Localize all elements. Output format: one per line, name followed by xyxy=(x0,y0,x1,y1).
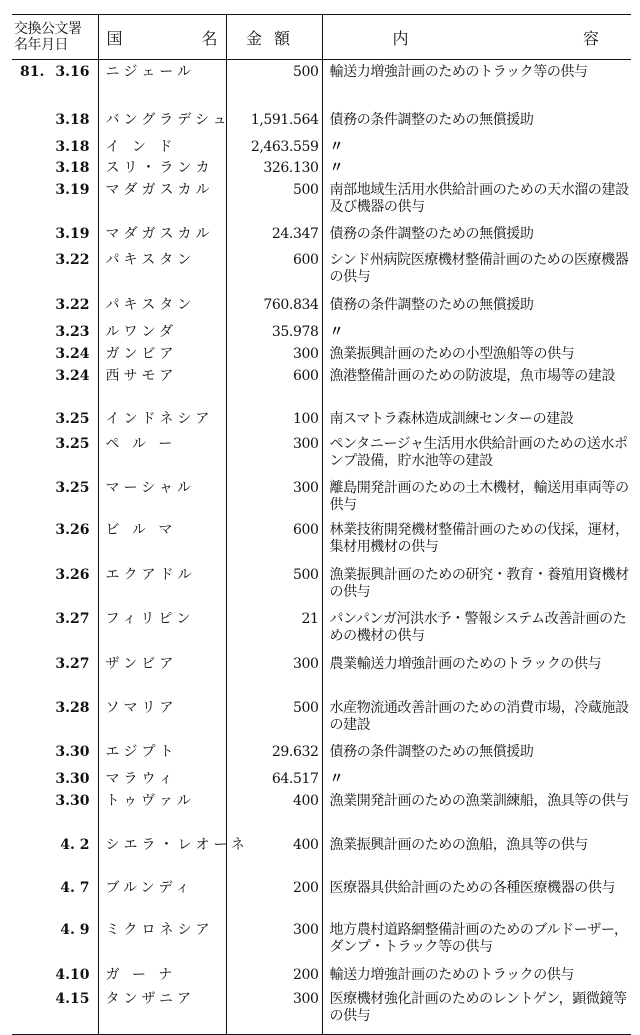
amount-cell: 300 xyxy=(226,480,322,522)
date-value: 3.16 xyxy=(55,64,90,80)
table-row xyxy=(12,324,631,346)
amount-cell: 2,463.559 xyxy=(226,139,322,160)
amount-cell: 300 xyxy=(226,656,322,700)
date-value: 3.27 xyxy=(55,655,90,672)
date-value: 3.24 xyxy=(55,367,90,384)
table-row xyxy=(12,771,631,793)
date-value: 4.15 xyxy=(55,990,90,1007)
date-value: 3.25 xyxy=(55,410,90,427)
date-cell xyxy=(12,744,98,771)
date-value: 4.10 xyxy=(55,966,90,983)
country-cell: パキスタン xyxy=(98,297,226,324)
content-cell: 医療器具供給計画のための各種医療機器の供与 xyxy=(322,880,631,922)
content-cell: 債務の条件調整のための無償援助 xyxy=(322,226,631,252)
amount-cell: 300 xyxy=(226,436,322,480)
header-date-line2: 名年月日 xyxy=(14,37,68,53)
amount-cell: 29.632 xyxy=(226,744,322,771)
table-row xyxy=(12,837,631,880)
date-value: 4. 9 xyxy=(60,921,90,938)
content-cell: 水産物流通改善計画のための消費市場，冷蔵施設の建設 xyxy=(322,700,631,744)
country-cell: タンザニア xyxy=(98,991,226,1035)
header-amount: 金額 xyxy=(226,15,322,60)
header-date xyxy=(12,15,98,60)
content-cell: 〃 xyxy=(322,160,631,182)
amount-cell: 760.834 xyxy=(226,297,322,324)
date-value: 3.30 xyxy=(55,770,90,787)
date-value: 3.30 xyxy=(55,743,90,760)
country-cell: ミクロネシア xyxy=(98,922,226,967)
table-body xyxy=(12,60,631,1035)
content-cell: 輸送力増強計画のためのトラックの供与 xyxy=(322,967,631,991)
header-content-char1: 内 xyxy=(392,28,409,48)
country-cell: フィリピン xyxy=(98,611,226,656)
table-row xyxy=(12,368,631,411)
year-label: 81. xyxy=(20,64,45,80)
table-row xyxy=(12,112,631,139)
content-cell: 地方農村道路網整備計画のためのブルドーザー，ダンプ・トラック等の供与 xyxy=(322,922,631,967)
date-cell xyxy=(12,160,98,182)
header-content xyxy=(322,15,631,60)
amount-cell: 100 xyxy=(226,411,322,436)
country-cell: インドネシア xyxy=(98,411,226,436)
date-value: 3.28 xyxy=(55,699,90,716)
content-cell: 債務の条件調整のための無償援助 xyxy=(322,744,631,771)
content-cell: 〃 xyxy=(322,324,631,346)
date-value: 3.18 xyxy=(55,111,90,128)
date-value: 3.22 xyxy=(55,251,90,268)
content-cell: 債務の条件調整のための無償援助 xyxy=(322,297,631,324)
content-cell: 漁業振興計画のための研究・教育・養殖用資機材の供与 xyxy=(322,567,631,611)
amount-cell: 200 xyxy=(226,967,322,991)
amount-cell: 600 xyxy=(226,368,322,411)
date-value: 3.25 xyxy=(55,479,90,496)
amount-cell: 64.517 xyxy=(226,771,322,793)
country-cell: マダガスカル xyxy=(98,226,226,252)
table-row xyxy=(12,522,631,567)
date-value: 3.27 xyxy=(55,610,90,627)
date-cell xyxy=(12,411,98,436)
content-cell: 農業輸送力増強計画のためのトラックの供与 xyxy=(322,656,631,700)
amount-cell: 400 xyxy=(226,837,322,880)
content-cell: 南スマトラ森林造成訓練センターの建設 xyxy=(322,411,631,436)
table-row xyxy=(12,182,631,226)
content-cell: ペンタニージャ生活用水供給計画のための送水ポンプ設備，貯水池等の建設 xyxy=(322,436,631,480)
table-row xyxy=(12,226,631,252)
country-cell: トゥヴァル xyxy=(98,793,226,837)
content-cell: 漁業振興計画のための漁船，漁具等の供与 xyxy=(322,837,631,880)
date-cell xyxy=(12,522,98,567)
content-cell: 離島開発計画のための土木機材，輸送用車両等の供与 xyxy=(322,480,631,522)
date-cell xyxy=(12,436,98,480)
table-row xyxy=(12,436,631,480)
date-value: 3.26 xyxy=(55,521,90,538)
date-cell xyxy=(12,880,98,922)
country-cell: エクアドル xyxy=(98,567,226,611)
date-cell xyxy=(12,112,98,139)
date-cell xyxy=(12,991,98,1035)
date-cell xyxy=(12,297,98,324)
date-cell xyxy=(12,60,98,112)
date-cell xyxy=(12,324,98,346)
table-row xyxy=(12,346,631,368)
content-cell: 林業技術開発機材整備計画のための伐採，運材，集材用機材の供与 xyxy=(322,522,631,567)
table-row xyxy=(12,922,631,967)
table-row xyxy=(12,991,631,1035)
country-cell: バングラデシュ xyxy=(98,112,226,139)
table-row xyxy=(12,60,631,112)
country-cell: ニジェール xyxy=(98,60,226,112)
date-value: 3.24 xyxy=(55,345,90,362)
country-cell: イ ン ド xyxy=(98,139,226,160)
date-cell xyxy=(12,368,98,411)
amount-cell: 600 xyxy=(226,522,322,567)
table-row xyxy=(12,656,631,700)
country-cell: エジプト xyxy=(98,744,226,771)
date-cell xyxy=(12,771,98,793)
date-cell xyxy=(12,182,98,226)
amount-cell: 500 xyxy=(226,567,322,611)
country-cell: パキスタン xyxy=(98,252,226,297)
amount-cell: 1,591.564 xyxy=(226,112,322,139)
country-cell: ガンビア xyxy=(98,346,226,368)
amount-cell: 600 xyxy=(226,252,322,297)
content-cell: 〃 xyxy=(322,139,631,160)
header-content-char2: 容 xyxy=(582,28,599,48)
table-row xyxy=(12,611,631,656)
table-row xyxy=(12,744,631,771)
table-row xyxy=(12,967,631,991)
header-country-char1: 国 xyxy=(106,28,123,48)
table-row xyxy=(12,252,631,297)
date-value: 3.18 xyxy=(55,138,90,155)
amount-cell: 21 xyxy=(226,611,322,656)
amount-cell: 400 xyxy=(226,793,322,837)
date-cell xyxy=(12,611,98,656)
content-cell: 漁業振興計画のための小型漁船等の供与 xyxy=(322,346,631,368)
date-cell xyxy=(12,700,98,744)
amount-cell: 300 xyxy=(226,991,322,1035)
date-value: 4. 7 xyxy=(60,879,90,896)
table-row xyxy=(12,480,631,522)
table-row xyxy=(12,700,631,744)
content-cell: シンド州病院医療機材整備計画のための医療機器の供与 xyxy=(322,252,631,297)
country-cell: ブルンディ xyxy=(98,880,226,922)
date-value: 3.25 xyxy=(55,435,90,452)
table-row xyxy=(12,139,631,160)
date-value: 3.23 xyxy=(55,323,90,340)
amount-cell: 200 xyxy=(226,880,322,922)
date-value: 3.18 xyxy=(55,159,90,176)
date-cell xyxy=(12,837,98,880)
country-cell: ルワンダ xyxy=(98,324,226,346)
content-cell: 輸送力増強計画のためのトラック等の供与 xyxy=(322,60,631,112)
amount-cell: 300 xyxy=(226,922,322,967)
header-country xyxy=(98,15,226,60)
country-cell: マラウィ xyxy=(98,771,226,793)
country-cell: シエラ・レオーネ xyxy=(98,837,226,880)
amount-cell: 24.347 xyxy=(226,226,322,252)
content-cell: 漁港整備計画のための防波堤，魚市場等の建設 xyxy=(322,368,631,411)
date-cell xyxy=(12,480,98,522)
country-cell: ザンビア xyxy=(98,656,226,700)
table-header-row xyxy=(12,15,631,60)
date-value: 3.30 xyxy=(55,792,90,809)
amount-cell: 500 xyxy=(226,60,322,112)
content-cell: 医療機材強化計画のためのレントゲン，顕微鏡等の供与 xyxy=(322,991,631,1035)
header-date-line1: 交換公文署 xyxy=(14,21,82,37)
date-value: 3.26 xyxy=(55,566,90,583)
amount-cell: 35.978 xyxy=(226,324,322,346)
date-cell xyxy=(12,226,98,252)
table-row xyxy=(12,880,631,922)
country-cell: 西サモア xyxy=(98,368,226,411)
date-cell xyxy=(12,967,98,991)
date-cell xyxy=(12,567,98,611)
date-value: 3.19 xyxy=(55,225,90,242)
content-cell: 〃 xyxy=(322,771,631,793)
table-row xyxy=(12,160,631,182)
date-value: 4. 2 xyxy=(60,836,90,853)
table-row xyxy=(12,297,631,324)
content-cell: 南部地域生活用水供給計画のための天水溜の建設及び機器の供与 xyxy=(322,182,631,226)
date-cell xyxy=(12,656,98,700)
aid-table xyxy=(12,14,631,1035)
date-cell xyxy=(12,139,98,160)
country-cell: スリ・ランカ xyxy=(98,160,226,182)
country-cell: ペ ル ー xyxy=(98,436,226,480)
date-cell xyxy=(12,793,98,837)
amount-cell: 326.130 xyxy=(226,160,322,182)
table-row xyxy=(12,793,631,837)
content-cell: 債務の条件調整のための無償援助 xyxy=(322,112,631,139)
table-row xyxy=(12,411,631,436)
country-cell: ガ ー ナ xyxy=(98,967,226,991)
header-country-char2: 名 xyxy=(201,28,218,48)
table-row xyxy=(12,567,631,611)
content-cell: 漁業開発計画のための漁業訓練船，漁具等の供与 xyxy=(322,793,631,837)
country-cell: ソマリア xyxy=(98,700,226,744)
amount-cell: 300 xyxy=(226,346,322,368)
date-cell xyxy=(12,346,98,368)
country-cell: マダガスカル xyxy=(98,182,226,226)
date-value: 3.19 xyxy=(55,181,90,198)
date-value: 3.22 xyxy=(55,296,90,313)
date-cell xyxy=(12,252,98,297)
amount-cell: 500 xyxy=(226,182,322,226)
content-cell: パンパンガ河洪水予・警報システム改善計画のための機材の供与 xyxy=(322,611,631,656)
date-cell xyxy=(12,922,98,967)
country-cell: ビ ル マ xyxy=(98,522,226,567)
amount-cell: 500 xyxy=(226,700,322,744)
country-cell: マーシャル xyxy=(98,480,226,522)
